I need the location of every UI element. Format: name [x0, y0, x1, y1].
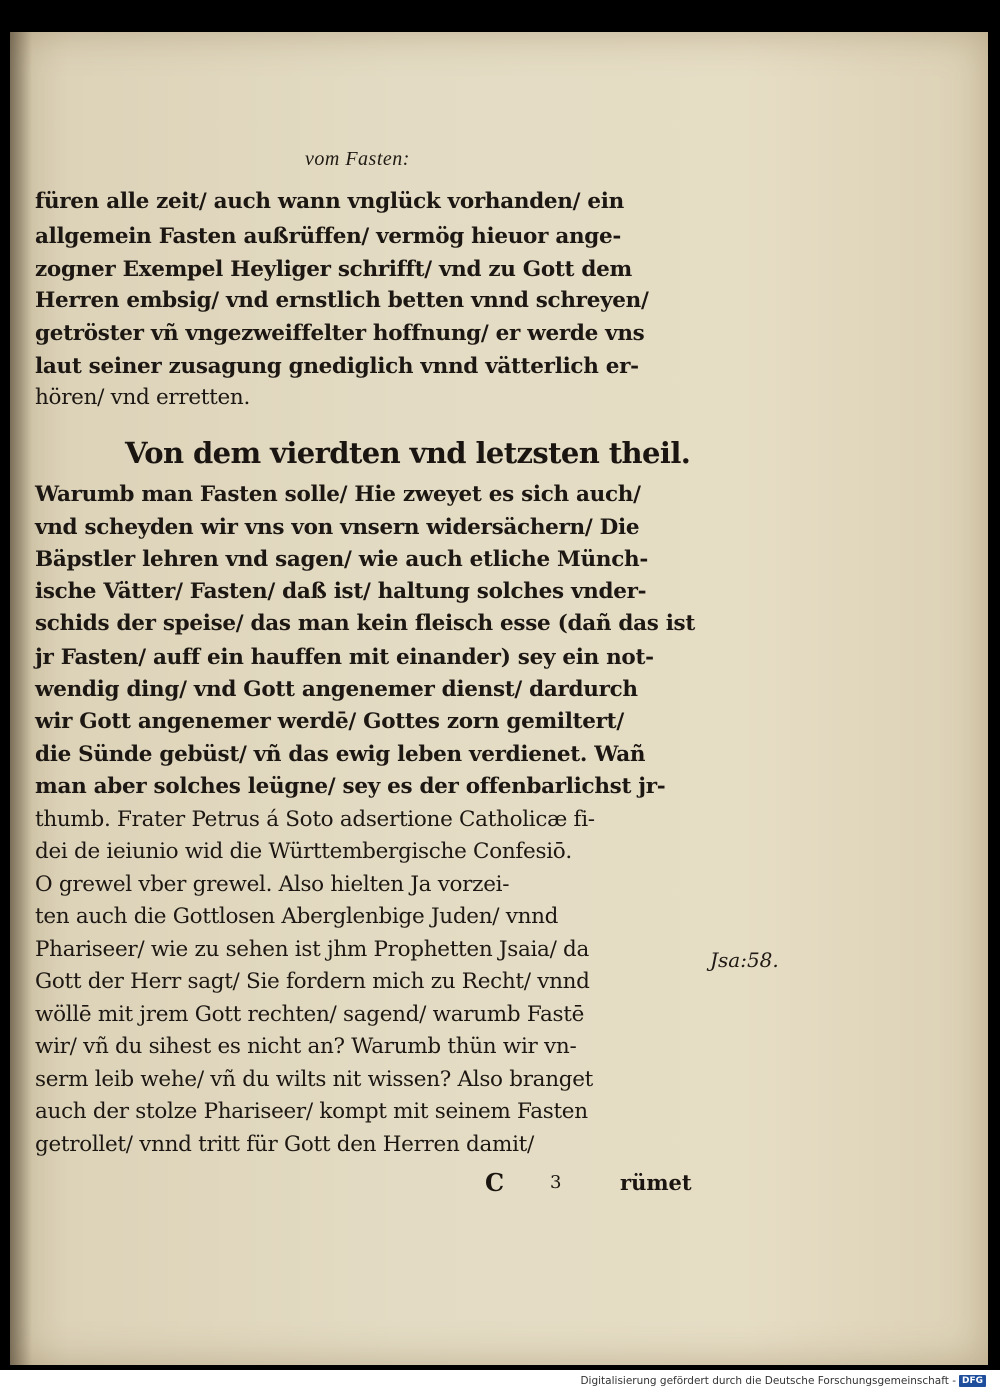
- text-line: vnd scheyden wir vns von vnsern widersächern/ Die: [35, 515, 640, 540]
- signature-number: 3: [550, 1172, 562, 1193]
- text-line: die Sünde gebüst/ vñ das ewig leben verdienet. Wañ: [35, 742, 646, 767]
- text-line: O grewel vber grewel. Also hielten Ja vorzei-: [35, 872, 510, 897]
- page-gutter-shadow: [10, 32, 32, 1365]
- text-line: schids der speise/ das man kein fleisch esse (dañ das ist: [35, 611, 695, 636]
- text-line: wir Gott angenemer werdē/ Gottes zorn gemiltert/: [35, 709, 624, 734]
- text-line: jr Fasten/ auff ein hauffen mit einander) sey ein not-: [35, 645, 654, 670]
- text-line: thumb. Frater Petrus á Soto adsertione Catholicæ fi-: [35, 807, 595, 832]
- book-page: [10, 32, 988, 1365]
- text-line: Gott der Herr sagt/ Sie fordern mich zu Recht/ vnnd: [35, 969, 590, 994]
- text-line: auch der stolze Phariseer/ kompt mit seinem Fasten: [35, 1099, 588, 1124]
- text-line: Bäpstler lehren vnd sagen/ wie auch etliche Münch-: [35, 547, 648, 572]
- text-line: dei de ieiunio wid die Württembergische Confesiō.: [35, 839, 572, 864]
- text-line: Herren embsig/ vnd ernstlich betten vnnd schreyen/: [35, 288, 649, 313]
- text-line: Warumb man Fasten solle/ Hie zweyet es sich auch/: [35, 482, 641, 507]
- catchword: rümet: [620, 1170, 692, 1195]
- text-line: allgemein Fasten außrüffen/ vermög hieuor ange-: [35, 224, 622, 249]
- text-line: wir/ vñ du sihest es nicht an? Warumb thün wir vn-: [35, 1034, 577, 1059]
- text-line: laut seiner zusagung gnediglich vnnd vätterlich er-: [35, 354, 639, 379]
- text-line: getrollet/ vnnd tritt für Gott den Herren damit/: [35, 1132, 534, 1157]
- text-line: füren alle zeit/ auch wann vnglück vorhanden/ ein: [35, 189, 624, 214]
- digitization-credit: [580, 1375, 986, 1387]
- text-line: zogner Exempel Heyliger schrifft/ vnd zu Gott dem: [35, 257, 632, 282]
- dfg-logo: DFG: [959, 1375, 986, 1387]
- text-line: serm leib wehe/ vñ du wilts nit wissen? Also branget: [35, 1067, 593, 1092]
- text-line: ten auch die Gottlosen Aberglenbige Juden/ vnnd: [35, 904, 559, 929]
- credit-text: Digitalisierung gefördert durch die Deutsche Forschungsgemeinschaft -: [580, 1375, 956, 1387]
- text-line: getröster vñ vngezweiffelter hoffnung/ er werde vns: [35, 321, 645, 346]
- signature-mark: C: [485, 1168, 505, 1197]
- margin-note: Jsa:58.: [710, 948, 779, 972]
- running-head: vom Fasten:: [305, 148, 410, 170]
- text-line: hören/ vnd erretten.: [35, 385, 250, 410]
- text-line: Phariseer/ wie zu sehen ist jhm Prophetten Jsaia/ da: [35, 937, 590, 962]
- text-line: wöllē mit jrem Gott rechten/ sagend/ warumb Fastē: [35, 1002, 585, 1027]
- text-line: man aber solches leügne/ sey es der offenbarlichst jr-: [35, 774, 666, 799]
- text-line: ische Vätter/ Fasten/ daß ist/ haltung solches vnder-: [35, 579, 647, 604]
- text-line: wendig ding/ vnd Gott angenemer dienst/ dardurch: [35, 677, 638, 702]
- section-heading: Von dem vierdten vnd letzsten theil.: [125, 436, 691, 470]
